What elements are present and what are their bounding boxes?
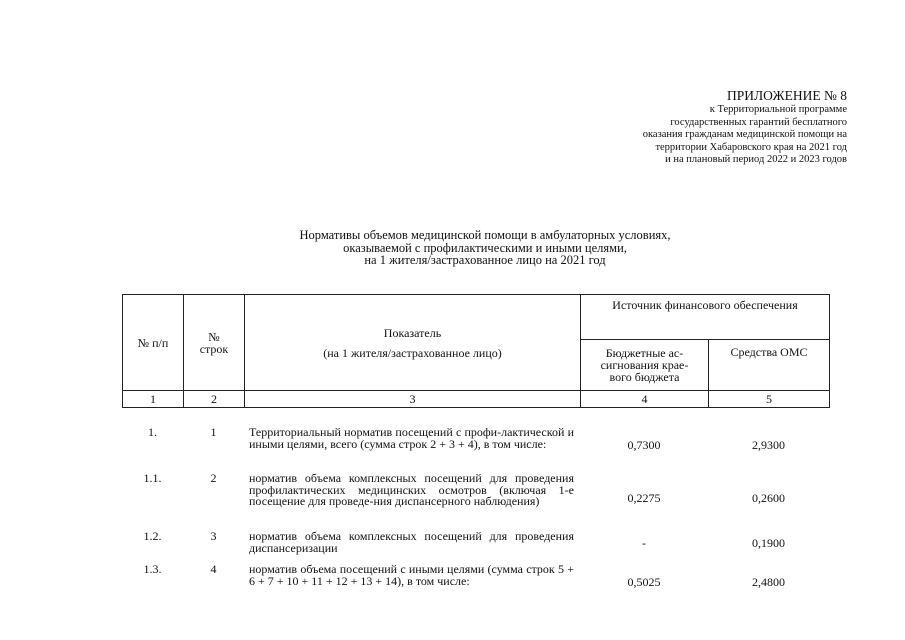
header-budget-line: сигнования крае- <box>600 358 689 372</box>
row-budget-value: 0,2275 <box>627 491 661 505</box>
header-indicator-line: (на 1 жителя/застрахованное лицо) <box>323 345 502 360</box>
header-funding-source: Источник финансового обеспечения <box>581 295 830 340</box>
appendix-line: территории Хабаровского края на 2021 год <box>655 141 847 153</box>
row-oms-value: 0,1900 <box>752 536 785 550</box>
header-indicator-line: Показатель <box>383 325 442 340</box>
title-line: на 1 жителя/застрахованное лицо на 2021 год <box>364 253 606 267</box>
header-budget <box>581 340 709 391</box>
row-oms-value: 2,9300 <box>752 438 785 452</box>
header-row-no-line: строк <box>199 341 229 356</box>
col-number: 1 <box>123 391 184 408</box>
row-line-no: 4 <box>210 562 217 576</box>
row-num: 1.2. <box>143 529 162 543</box>
col-number: 4 <box>581 391 709 408</box>
appendix-line: государственных гарантий бесплатного <box>670 116 847 128</box>
appendix-title: ПРИЛОЖЕНИЕ № 8 <box>726 88 847 103</box>
row-num: 1. <box>148 425 157 439</box>
row-line-no: 2 <box>210 471 217 485</box>
appendix-line: оказания гражданам медицинской помощи на <box>642 129 847 140</box>
header-budget-line: вого бюджета <box>609 370 680 384</box>
header-row-no <box>184 295 245 391</box>
row-num: 1.1. <box>143 471 162 485</box>
row-indicator: норматив объема комплексных посещений для проведения диспансеризации <box>249 529 574 555</box>
col-number: 2 <box>184 391 245 408</box>
title-line: Нормативы объемов медицинской помощи в амбулаторных условиях, <box>299 228 671 242</box>
col-number: 5 <box>709 391 830 408</box>
row-oms-value: 0,2600 <box>752 491 785 505</box>
row-indicator: норматив объема посещений с иными целями (сумма строк 5 + 6 + 7 + 10 + 11 + 12 + 13 + 14), в том числе: <box>249 562 574 588</box>
col-number: 3 <box>245 391 581 408</box>
row-indicator: норматив объема комплексных посещений для проведения профилактических медицинских осмотров (включая 1-е посещение для проведе-ния диспансерного наблюдения) <box>249 471 574 508</box>
appendix-line: к Территориальной программе <box>709 104 847 115</box>
header-budget-line: Бюджетные ас- <box>605 346 684 360</box>
header-indicator <box>245 295 581 391</box>
title-line: оказываемой с профилактическими и иными целями, <box>343 240 627 255</box>
appendix-line: и на плановый период 2022 и 2023 годов <box>665 154 847 165</box>
header-num: № п/п <box>123 295 184 391</box>
document-title <box>0 229 905 267</box>
row-line-no: 3 <box>210 529 217 543</box>
row-budget-value: 0,5025 <box>627 575 661 589</box>
row-line-no: 1 <box>210 425 217 439</box>
row-budget-value: - <box>642 536 646 550</box>
norms-table-header <box>122 294 830 408</box>
header-oms: Средства ОМС <box>709 340 830 391</box>
row-oms-value: 2,4800 <box>752 575 785 589</box>
row-num: 1.3. <box>143 562 162 576</box>
row-indicator: Территориальный норматив посещений с профи-лактической и иными целями, всего (сумма строк 2 + 3 + 4), в том числе: <box>249 425 574 451</box>
appendix-block <box>643 88 847 167</box>
header-row-no-line: № <box>208 329 220 344</box>
row-budget-value: 0,7300 <box>627 438 661 452</box>
